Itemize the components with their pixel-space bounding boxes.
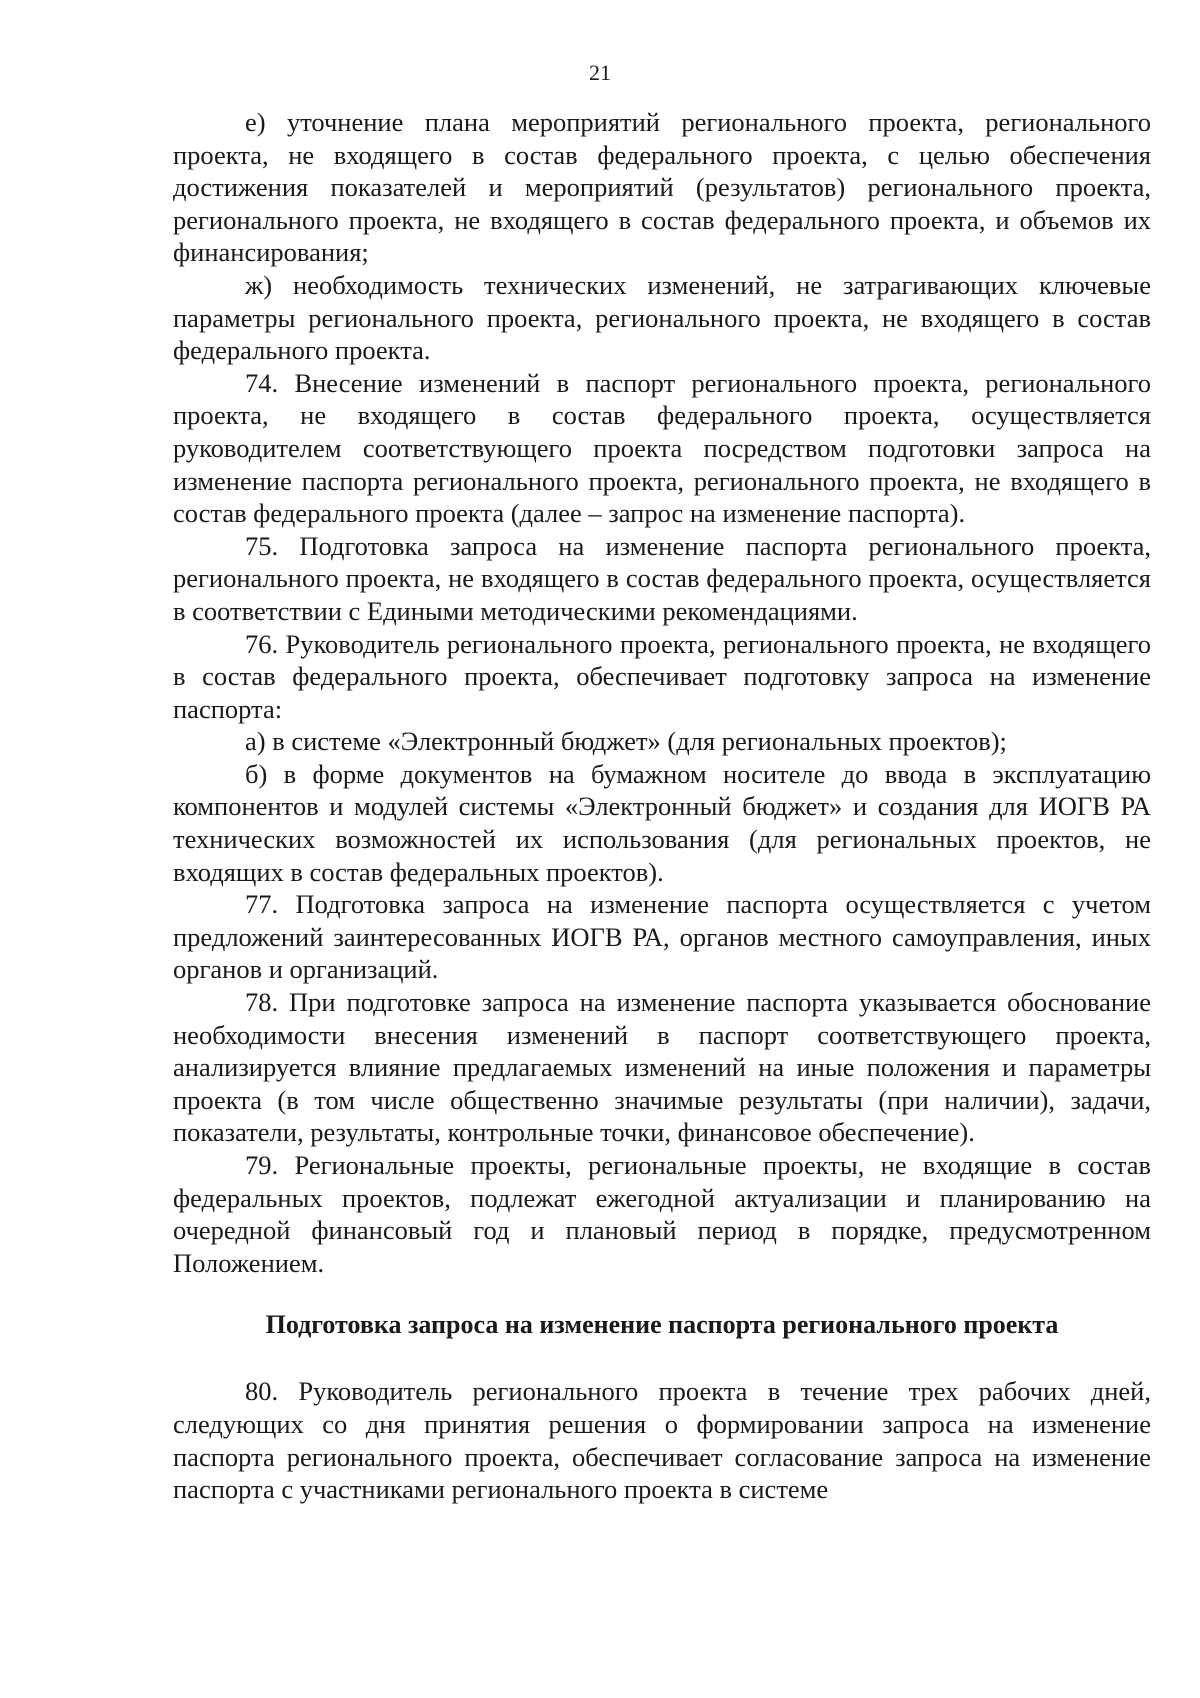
paragraph-76-item-b: б) в форме документов на бумажном носителе до ввода в эксплуатацию компонентов и модулей системы «Электронный бюджет» и создания для ИОГВ РА технических возможностей их использования (для региональных проектов, не входящих в состав федеральных проектов). bbox=[173, 758, 1151, 887]
paragraph-item-e: е) уточнение плана мероприятий регионального проекта, регионального проекта, не входящего в состав федерального проекта, с целью обеспечения достижения показателей и мероприятий (результатов) регионального проекта, регионального проекта, не входящего в состав федерального проекта, и объемов их финансирования; bbox=[173, 107, 1151, 268]
paragraph-item-zh: ж) необходимость технических изменений, не затрагивающих ключевые параметры регионального проекта, регионального проекта, не входящего в состав федерального проекта. bbox=[173, 269, 1151, 366]
paragraph-76: 76. Руководитель регионального проекта, регионального проекта, не входящего в состав федерального проекта, обеспечивает подготовку запроса на изменение паспорта: bbox=[173, 628, 1151, 724]
paragraph-77: 77. Подготовка запроса на изменение паспорта осуществляется с учетом предложений заинтересованных ИОГВ РА, органов местного самоуправления, иных органов и организаций. bbox=[173, 889, 1151, 985]
paragraph-76-item-a: а) в системе «Электронный бюджет» (для региональных проектов); bbox=[245, 726, 1007, 757]
paragraph-80: 80. Руководитель регионального проекта в течение трех рабочих дней, следующих со дня принятия решения о формировании запроса на изменение паспорта регионального проекта, обеспечивает согласование запроса на изменение паспорта с участниками регионального проекта в системе bbox=[173, 1376, 1151, 1505]
section-heading: Подготовка запроса на изменение паспорта регионального проекта bbox=[265, 1310, 1059, 1340]
document-body bbox=[173, 106, 1151, 1506]
paragraph-79: 79. Региональные проекты, региональные проекты, не входящие в состав федеральных проектов, подлежат ежегодной актуализации и планированию на очередной финансовый год и плановый период в порядке, предусмотренном Положением. bbox=[173, 1150, 1151, 1278]
page-number: 21 bbox=[589, 60, 611, 85]
paragraph-78: 78. При подготовке запроса на изменение паспорта указывается обоснование необходимости внесения изменений в паспорт соответствующего проекта, анализируется влияние предлагаемых изменений на иные положения и параметры проекта (в том числе общественно значимые результаты (при наличии), задачи, показатели, результаты, контрольные точки, финансовое обеспечение). bbox=[173, 987, 1151, 1148]
paragraph-74: 74. Внесение изменений в паспорт регионального проекта, регионального проекта, не входящего в состав федерального проекта, осуществляется руководителем соответствующего проекта посредством подготовки запроса на изменение паспорта регионального проекта, регионального проекта, не входящего в состав федерального проекта (далее – запрос на изменение паспорта). bbox=[173, 367, 1151, 529]
paragraph-75: 75. Подготовка запроса на изменение паспорта регионального проекта, регионального проекта, не входящего в состав федерального проекта, осуществляется в соответствии с Едиными методическими рекомендациями. bbox=[173, 530, 1151, 626]
